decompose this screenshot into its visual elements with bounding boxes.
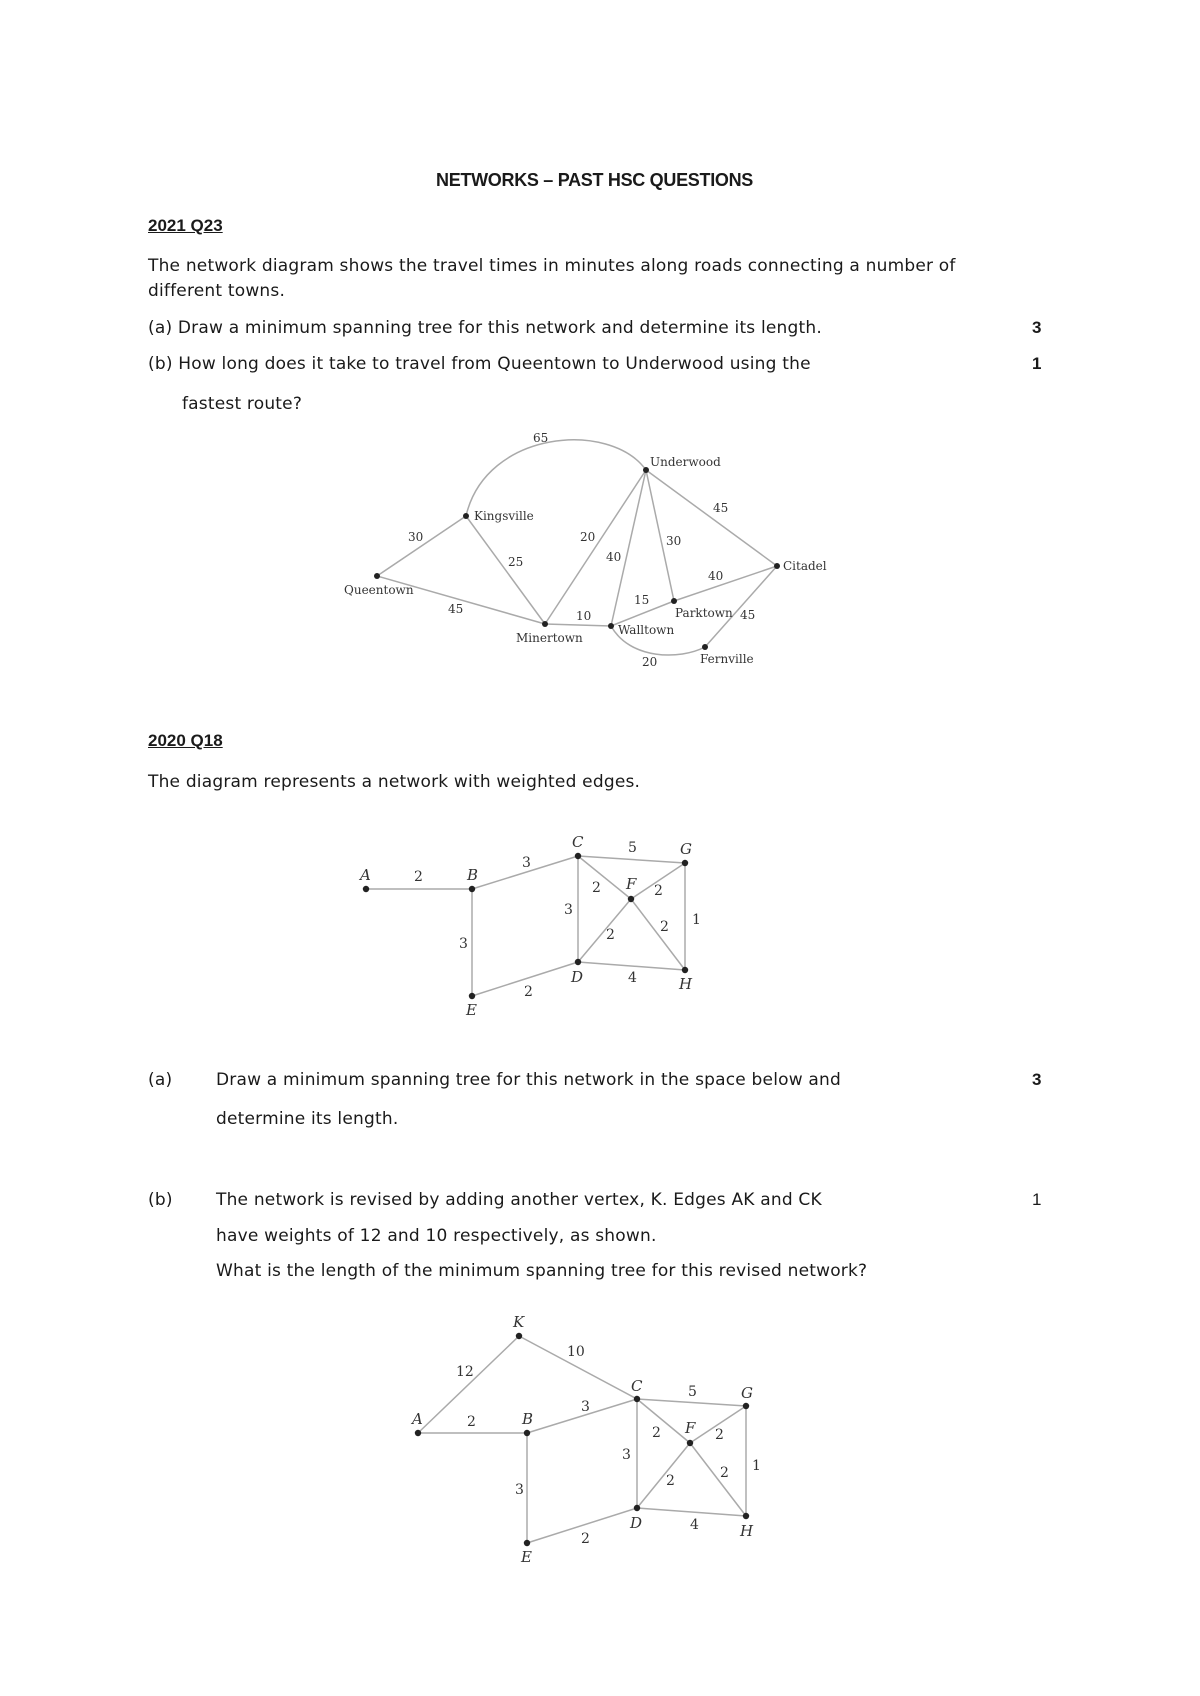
town-label-kingsville: Kingsville [474, 509, 534, 523]
revised-network-diagram [0, 1300, 1200, 1590]
vertex-d [634, 1505, 640, 1511]
vertex-b [469, 886, 475, 892]
question-heading-2020: 2020 Q18 [148, 731, 223, 750]
weight-underwood-parktown: 30 [666, 534, 682, 548]
weight-citadel-fernville: 45 [740, 608, 756, 622]
weight-cg: 5 [628, 840, 637, 856]
weight-bc: 3 [522, 855, 531, 871]
vertex-g [682, 860, 688, 866]
vertex-kingsville [463, 513, 469, 519]
town-label-parktown: Parktown [675, 606, 733, 620]
vertex-label-e: E [466, 1001, 477, 1019]
weight-dh: 4 [690, 1517, 699, 1533]
weight-ab: 2 [414, 869, 423, 885]
edge-df [637, 1443, 690, 1508]
page-title: NETWORKS – PAST HSC QUESTIONS [436, 170, 753, 190]
weight-queentown-kingsville: 30 [408, 530, 424, 544]
weight-underwood-citadel: 45 [713, 501, 729, 515]
weight-gf: 2 [654, 883, 663, 899]
edge-minertown-walltown [545, 624, 611, 626]
weight-kingsville-underwood: 65 [533, 431, 549, 445]
q2-part-a-line2: determine its length. [216, 1109, 399, 1129]
vertex-b [524, 1430, 530, 1436]
vertex-underwood [643, 467, 649, 473]
vertex-label-b: B [522, 1410, 534, 1428]
vertex-label-f: F [626, 875, 637, 893]
q1-part-b-line1: (b) How long does it take to travel from Queentown to Underwood using the [148, 354, 811, 374]
edge-minertown-underwood [545, 470, 646, 624]
vertex-label-e: E [521, 1548, 532, 1566]
weight-walltown-fernville: 20 [642, 655, 658, 669]
weighted-network-diagram [0, 800, 1200, 1030]
q2-part-b-line1: The network is revised by adding another vertex, K. Edges AK and CK [216, 1190, 822, 1210]
weight-kingsville-minertown: 25 [508, 555, 524, 569]
town-label-fernville: Fernville [700, 652, 754, 666]
weight-df: 2 [666, 1473, 675, 1489]
edge-cg [578, 856, 685, 863]
town-label-underwood: Underwood [650, 455, 721, 469]
weight-ed: 2 [581, 1531, 590, 1547]
question-heading-2021: 2021 Q23 [148, 216, 223, 235]
vertex-label-g: G [741, 1384, 753, 1402]
edge-underwood-citadel [646, 470, 777, 566]
vertex-label-c: C [631, 1377, 643, 1395]
vertex-h [682, 967, 688, 973]
weight-parktown-citadel: 40 [708, 569, 724, 583]
weight-ck: 10 [567, 1344, 585, 1360]
vertex-fernville [702, 644, 708, 650]
vertex-minertown [542, 621, 548, 627]
vertex-k [516, 1333, 522, 1339]
q1-part-a: (a) Draw a minimum spanning tree for this network and determine its length. [148, 318, 822, 338]
edge-dh [637, 1508, 746, 1516]
edge-df [578, 899, 631, 962]
q1-intro-line2: different towns. [148, 281, 286, 301]
weight-gf: 2 [715, 1427, 724, 1443]
weight-ak: 12 [456, 1364, 474, 1380]
q2-part-b-marks: 1 [1032, 1190, 1042, 1209]
weight-fh: 2 [660, 919, 669, 935]
edge-cf [637, 1399, 690, 1443]
q2-part-a-label: (a) [148, 1070, 173, 1090]
weight-walltown-underwood: 40 [606, 550, 622, 564]
q2-part-a-marks: 3 [1032, 1070, 1042, 1089]
q2-part-b-label: (b) [148, 1190, 173, 1210]
town-label-citadel: Citadel [783, 559, 827, 573]
weight-gh: 1 [692, 912, 701, 928]
vertex-label-c: C [572, 833, 584, 851]
weight-cf: 2 [652, 1425, 661, 1441]
weight-fh: 2 [720, 1465, 729, 1481]
vertex-g [743, 1403, 749, 1409]
weight-minertown-walltown: 10 [576, 609, 592, 623]
weight-df: 2 [606, 927, 615, 943]
vertex-label-k: K [513, 1313, 525, 1331]
town-label-queentown: Queentown [344, 583, 414, 597]
vertex-label-d: D [571, 968, 584, 986]
weight-gh: 1 [752, 1458, 761, 1474]
vertex-h [743, 1513, 749, 1519]
vertex-walltown [608, 623, 614, 629]
vertex-queentown [374, 573, 380, 579]
vertex-label-a: A [412, 1410, 423, 1428]
vertex-citadel [774, 563, 780, 569]
town-label-walltown: Walltown [618, 623, 675, 637]
weight-cd: 3 [622, 1447, 631, 1463]
edge-kingsville-minertown [466, 516, 545, 624]
vertex-label-b: B [467, 866, 479, 884]
weight-walltown-parktown: 15 [634, 593, 650, 607]
edge-fh [631, 899, 685, 970]
weight-ed: 2 [524, 984, 533, 1000]
weight-be: 3 [459, 936, 468, 952]
vertex-c [634, 1396, 640, 1402]
weight-cg: 5 [688, 1384, 697, 1400]
q1-part-b-line2: fastest route? [182, 394, 303, 414]
vertex-label-h: H [740, 1522, 754, 1540]
q2-part-b-line2: have weights of 12 and 10 respectively, as shown. [216, 1226, 657, 1246]
weight-dh: 4 [628, 970, 637, 986]
edge-dh [578, 962, 685, 970]
vertex-f [687, 1440, 693, 1446]
vertex-f [628, 896, 634, 902]
weight-cf: 2 [592, 880, 601, 896]
edge-fh [690, 1443, 746, 1516]
vertex-label-f: F [685, 1419, 696, 1437]
weight-minertown-underwood: 20 [580, 530, 596, 544]
vertex-c [575, 853, 581, 859]
edge-cf [578, 856, 631, 899]
vertex-label-g: G [680, 840, 692, 858]
weight-ab: 2 [467, 1414, 476, 1430]
vertex-parktown [671, 598, 677, 604]
town-network-diagram [0, 0, 1200, 700]
q2-part-b-line3: What is the length of the minimum spanning tree for this revised network? [216, 1261, 868, 1281]
vertex-label-h: H [679, 975, 693, 993]
weight-bc: 3 [581, 1399, 590, 1415]
vertex-d [575, 959, 581, 965]
vertex-label-a: A [360, 866, 371, 884]
weight-queentown-minertown: 45 [448, 602, 464, 616]
q1-intro-line1: The network diagram shows the travel times in minutes along roads connecting a number of [148, 256, 956, 276]
vertex-a [363, 886, 369, 892]
weight-cd: 3 [564, 902, 573, 918]
edge-kingsville-underwood [466, 440, 646, 516]
vertex-label-d: D [630, 1514, 643, 1532]
q1-part-b-marks: 1 [1032, 354, 1042, 373]
weight-be: 3 [515, 1482, 524, 1498]
vertex-e [524, 1540, 530, 1546]
edge-queentown-kingsville [377, 516, 466, 576]
vertex-a [415, 1430, 421, 1436]
edge-cg [637, 1399, 746, 1406]
q2-part-a-line1: Draw a minimum spanning tree for this network in the space below and [216, 1070, 842, 1090]
vertex-e [469, 993, 475, 999]
q2-intro: The diagram represents a network with weighted edges. [148, 772, 641, 792]
q1-part-a-marks: 3 [1032, 318, 1042, 337]
town-label-minertown: Minertown [516, 631, 583, 645]
